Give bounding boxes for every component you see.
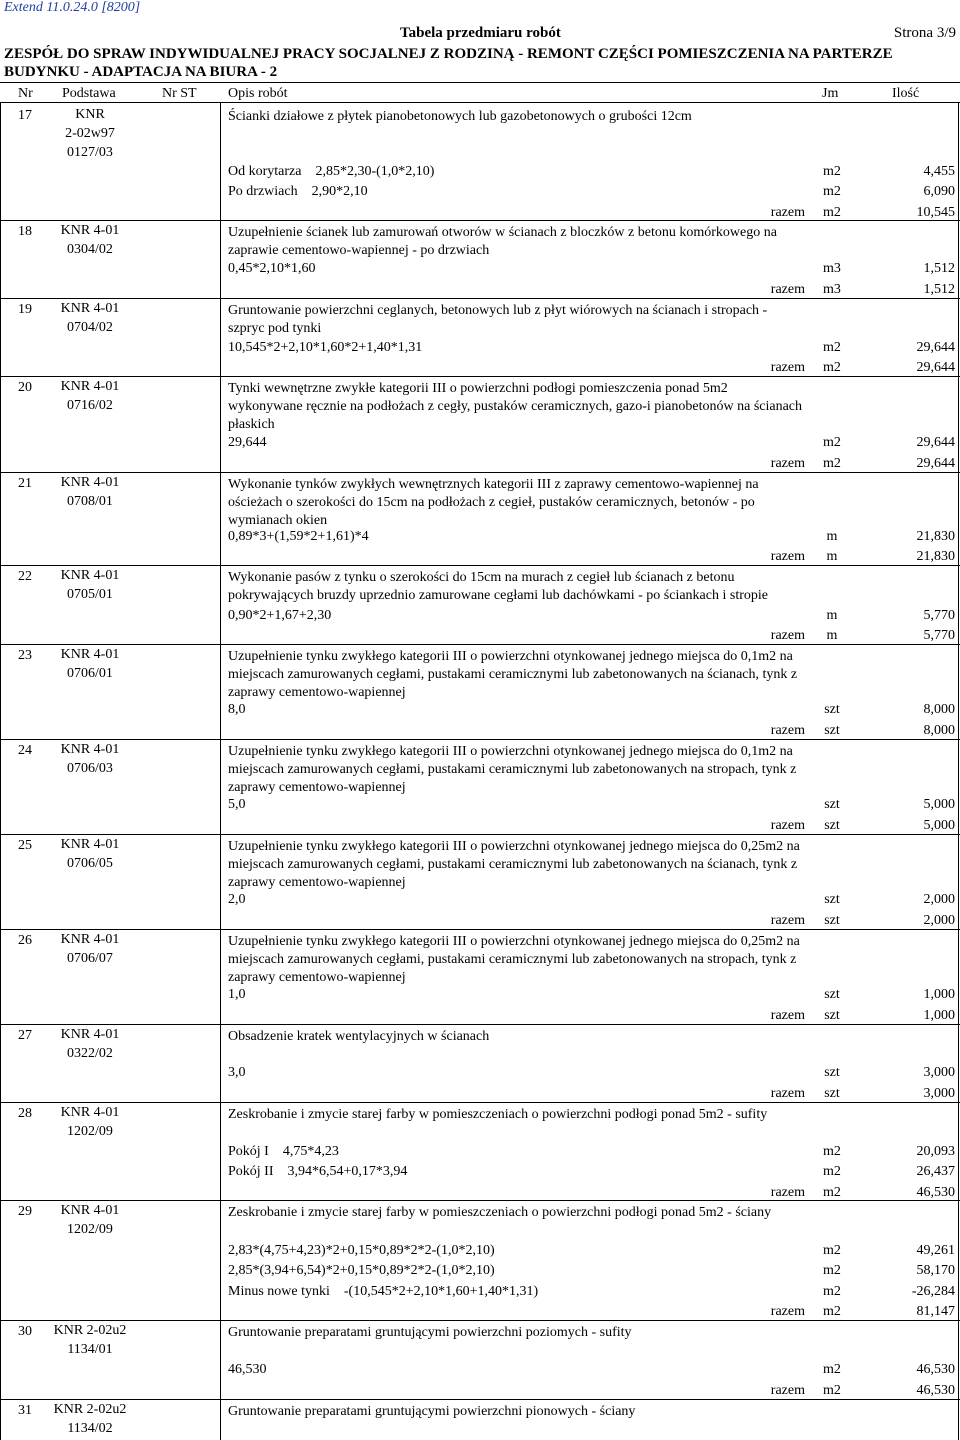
measure-unit: m	[826, 608, 838, 623]
work-description: Gruntowanie preparatami gruntującymi powierzchni pionowych - ściany	[228, 1404, 636, 1419]
measure-unit: m2	[823, 1243, 841, 1258]
measure-quantity: 1,512	[923, 261, 955, 276]
position-number: 29	[18, 1204, 32, 1219]
total-unit: m2	[823, 360, 841, 375]
measure-quantity: 3,000	[923, 1065, 955, 1080]
col-header-ilosc: Ilość	[892, 86, 920, 101]
position-number: 25	[18, 838, 32, 853]
basis-code: KNR 4-01	[60, 475, 120, 490]
total-quantity: 5,770	[923, 628, 955, 643]
row-separator	[0, 834, 960, 835]
measure-unit: m2	[823, 184, 841, 199]
total-quantity: 46,530	[916, 1383, 955, 1398]
measure-formula: Pokój II 3,94*6,54+0,17*3,94	[228, 1164, 408, 1179]
total-quantity: 46,530	[916, 1185, 955, 1200]
basis-code: KNR 4-01	[60, 1027, 120, 1042]
work-description: Uzupełnienie tynku zwykłego kategorii III o powierzchni otynkowanej jednego miejsca do 0,1m2 na miejscach zamurowanych cegłami, pustakami ceramicznymi lub zabetonowanych na stropach, tynk z zaprawy cementowo-wapiennej	[228, 744, 797, 795]
measure-quantity: 20,093	[916, 1144, 955, 1159]
total-unit: m2	[823, 1185, 841, 1200]
total-unit: m	[826, 628, 838, 643]
basis-code: KNR 4-01	[60, 647, 120, 662]
total-label: razem	[770, 456, 805, 471]
total-unit: szt	[824, 818, 840, 833]
position-number: 17	[18, 108, 32, 123]
position-number: 30	[18, 1324, 32, 1339]
basis-code: 1202/09	[67, 1124, 113, 1139]
total-quantity: 21,830	[916, 549, 955, 564]
measure-quantity: 5,770	[923, 608, 955, 623]
row-separator	[0, 1024, 960, 1025]
total-quantity: 5,000	[923, 818, 955, 833]
work-description: Ścianki działowe z płytek pianobetonowych lub gazobetonowych o grubości 12cm	[228, 109, 692, 124]
work-description: Tynki wewnętrzne zwykłe kategorii III o powierzchni podłogi pomieszczenia ponad 5m2 wykonywane ręcznie na podłożach z cegły, pustaków ceramicznych, gazo-i pianobetonów na ścianach płaskich	[228, 381, 803, 432]
total-quantity: 2,000	[923, 913, 955, 928]
measure-formula: Minus nowe tynki -(10,545*2+2,10*1,60+1,40*1,31)	[228, 1284, 539, 1299]
measure-unit: szt	[824, 1065, 840, 1080]
basis-code: 2-02w97	[65, 126, 115, 141]
basis-code: 0706/01	[67, 666, 113, 681]
measure-unit: m3	[823, 261, 841, 276]
total-label: razem	[770, 282, 805, 297]
basis-code: KNR 4-01	[60, 1105, 120, 1120]
position-number: 23	[18, 648, 32, 663]
row-separator	[0, 739, 960, 740]
total-label: razem	[770, 913, 805, 928]
measure-formula: Od korytarza 2,85*2,30-(1,0*2,10)	[228, 164, 435, 179]
column-divider	[958, 102, 959, 1440]
measure-quantity: -26,284	[911, 1284, 955, 1299]
total-quantity: 29,644	[916, 360, 955, 375]
header-top-rule	[0, 82, 960, 83]
basis-code: 1134/01	[67, 1342, 113, 1357]
total-label: razem	[770, 360, 805, 375]
measure-quantity: 46,530	[916, 1362, 955, 1377]
measure-unit: m2	[823, 1164, 841, 1179]
measure-quantity: 2,000	[923, 892, 955, 907]
measure-quantity: 29,644	[916, 435, 955, 450]
work-description: Uzupełnienie tynku zwykłego kategorii III o powierzchni otynkowanej jednego miejsca do 0,25m2 na miejscach zamurowanych cegłami, pustakami ceramicznymi lub zabetonowanych na stropach, tynk z zaprawy cementowo-wapiennej	[228, 934, 800, 985]
total-unit: szt	[824, 1086, 840, 1101]
total-unit: szt	[824, 723, 840, 738]
work-description: Wykonanie pasów z tynku o szerokości do 15cm na murach z cegieł lub ścianach z betonu pokrywających bruzdy uprzednio zamurowane cegłami lub dachówkami - po ściankach i stropie	[228, 570, 768, 603]
total-unit: m	[826, 549, 838, 564]
work-description: Zeskrobanie i zmycie starej farby w pomieszczeniach o powierzchni podłogi ponad 5m2 - ściany	[228, 1205, 772, 1220]
row-separator	[0, 929, 960, 930]
position-number: 18	[18, 224, 32, 239]
work-description: Uzupełnienie tynku zwykłego kategorii III o powierzchni otynkowanej jednego miejsca do 0,1m2 na miejscach zamurowanych cegłami, pustakami ceramicznymi lub zabetonowanych na ścianach, tynk z zaprawy cementowo-wapiennej	[228, 649, 798, 700]
position-number: 20	[18, 380, 32, 395]
row-separator	[0, 644, 960, 645]
total-label: razem	[770, 1008, 805, 1023]
measure-unit: m2	[823, 1284, 841, 1299]
row-separator	[0, 220, 960, 221]
col-header-nr: Nr	[18, 86, 33, 101]
total-quantity: 10,545	[916, 205, 955, 220]
measure-unit: m2	[823, 1144, 841, 1159]
total-label: razem	[770, 1185, 805, 1200]
total-quantity: 1,512	[923, 282, 955, 297]
work-description: Wykonanie tynków zwykłych wewnętrznych kategorii III z zaprawy cementowo-wapiennej na ościeżach o szerokości do 15cm na podłożach z cegieł, pustaków ceramicznych, betonów - po wymianach okien	[228, 477, 759, 528]
column-divider	[220, 102, 221, 1440]
col-header-jm: Jm	[822, 86, 839, 101]
total-label: razem	[770, 723, 805, 738]
position-number: 21	[18, 476, 32, 491]
basis-code: KNR 4-01	[60, 742, 120, 757]
measure-formula: 2,83*(4,75+4,23)*2+0,15*0,89*2*2-(1,0*2,10)	[228, 1243, 495, 1258]
total-quantity: 3,000	[923, 1086, 955, 1101]
basis-code: 0322/02	[67, 1046, 113, 1061]
work-description: Gruntowanie preparatami gruntującymi powierzchni poziomych - sufity	[228, 1325, 632, 1340]
total-label: razem	[770, 1086, 805, 1101]
basis-code: 0704/02	[67, 320, 113, 335]
basis-code: 0708/01	[67, 494, 113, 509]
basis-code: KNR 4-01	[60, 932, 120, 947]
basis-code: KNR 4-01	[60, 223, 120, 238]
measure-quantity: 6,090	[923, 184, 955, 199]
row-separator	[0, 1200, 960, 1201]
measure-formula: 2,85*(3,94+6,54)*2+0,15*0,89*2*2-(1,0*2,10)	[228, 1263, 495, 1278]
row-separator	[0, 1102, 960, 1103]
row-separator	[0, 298, 960, 299]
basis-code: 0706/07	[67, 951, 113, 966]
measure-unit: m2	[823, 1263, 841, 1278]
total-quantity: 1,000	[923, 1008, 955, 1023]
measure-formula: 2,0	[228, 892, 246, 907]
position-number: 31	[18, 1403, 32, 1418]
measure-formula: 46,530	[228, 1362, 267, 1377]
total-label: razem	[770, 628, 805, 643]
measure-formula: 3,0	[228, 1065, 246, 1080]
measure-quantity: 21,830	[916, 529, 955, 544]
measure-quantity: 1,000	[923, 987, 955, 1002]
basis-code: KNR 4-01	[60, 379, 120, 394]
basis-code: 0705/01	[67, 587, 113, 602]
page-number: Strona 3/9	[893, 25, 956, 41]
app-version-tag: Extend 11.0.24.0 [8200]	[4, 0, 141, 15]
work-description: Uzupełnienie tynku zwykłego kategorii III o powierzchni otynkowanej jednego miejsca do 0,25m2 na miejscach zamurowanych cegłami, pustakami ceramicznymi lub zabetonowanych na ścianach, tynk z zaprawy cementowo-wapiennej	[228, 839, 800, 890]
basis-code: KNR	[75, 107, 105, 122]
measure-unit: m	[826, 529, 838, 544]
document-title: Tabela przedmiaru robót	[400, 25, 561, 41]
total-label: razem	[770, 205, 805, 220]
measure-unit: m2	[823, 1362, 841, 1377]
measure-formula: 29,644	[228, 435, 267, 450]
position-number: 24	[18, 743, 32, 758]
measure-unit: szt	[824, 892, 840, 907]
total-label: razem	[770, 818, 805, 833]
measure-unit: szt	[824, 702, 840, 717]
column-divider	[0, 102, 1, 1440]
measure-formula: 8,0	[228, 702, 246, 717]
basis-code: 0127/03	[67, 145, 113, 160]
measure-quantity: 49,261	[916, 1243, 955, 1258]
position-number: 19	[18, 302, 32, 317]
measure-formula: 10,545*2+2,10*1,60*2+1,40*1,31	[228, 340, 423, 355]
measure-quantity: 4,455	[923, 164, 955, 179]
measure-formula: 0,90*2+1,67+2,30	[228, 608, 332, 623]
total-label: razem	[770, 549, 805, 564]
measure-formula: 5,0	[228, 797, 246, 812]
total-quantity: 29,644	[916, 456, 955, 471]
total-unit: szt	[824, 913, 840, 928]
basis-code: KNR 4-01	[60, 837, 120, 852]
measure-unit: szt	[824, 797, 840, 812]
measure-unit: m2	[823, 435, 841, 450]
measure-formula: Pokój I 4,75*4,23	[228, 1144, 339, 1159]
measure-formula: 0,45*2,10*1,60	[228, 261, 316, 276]
col-header-nr-st: Nr ST	[162, 86, 197, 101]
measure-quantity: 58,170	[916, 1263, 955, 1278]
position-number: 22	[18, 569, 32, 584]
total-unit: m3	[823, 282, 841, 297]
work-description: Zeskrobanie i zmycie starej farby w pomieszczeniach o powierzchni podłogi ponad 5m2 - sufity	[228, 1107, 768, 1122]
col-header-podstawa: Podstawa	[62, 86, 116, 101]
position-number: 27	[18, 1028, 32, 1043]
row-separator	[0, 1399, 960, 1400]
project-name: ZESPÓŁ DO SPRAW INDYWIDUALNEJ PRACY SOCJALNEJ Z RODZINĄ - REMONT CZĘŚCI POMIESZCZENIA NA PARTERZE BUDYNKU - ADAPTACJA NA BIURA - 2	[4, 46, 893, 80]
basis-code: KNR 2-02u2	[53, 1402, 127, 1417]
total-unit: m2	[823, 1383, 841, 1398]
basis-code: 0706/03	[67, 761, 113, 776]
basis-code: 1202/09	[67, 1222, 113, 1237]
basis-code: 0706/05	[67, 856, 113, 871]
row-separator	[0, 376, 960, 377]
col-header-opis: Opis robót	[228, 86, 288, 101]
work-description: Uzupełnienie ścianek lub zamurowań otworów w ścianach z bloczków z betonu komórkowego na zaprawie cementowo-wapiennej - po drzwiach	[228, 225, 777, 258]
header-bottom-rule	[0, 102, 960, 103]
total-unit: m2	[823, 1304, 841, 1319]
row-separator	[0, 1320, 960, 1321]
total-unit: m2	[823, 205, 841, 220]
measure-unit: m2	[823, 340, 841, 355]
basis-code: KNR 4-01	[60, 301, 120, 316]
basis-code: KNR 4-01	[60, 1203, 120, 1218]
position-number: 26	[18, 933, 32, 948]
work-description: Obsadzenie kratek wentylacyjnych w ścianach	[228, 1029, 490, 1044]
work-description: Gruntowanie powierzchni ceglanych, betonowych lub z płyt wiórowych na ścianach i stropach - szpryc pod tynki	[228, 303, 768, 336]
basis-code: 1134/02	[67, 1421, 113, 1436]
measure-unit: szt	[824, 987, 840, 1002]
measure-formula: 1,0	[228, 987, 246, 1002]
total-quantity: 81,147	[916, 1304, 955, 1319]
basis-code: KNR 2-02u2	[53, 1323, 127, 1338]
measure-formula: Po drzwiach 2,90*2,10	[228, 184, 368, 199]
measure-unit: m2	[823, 164, 841, 179]
basis-code: KNR 4-01	[60, 568, 120, 583]
row-separator	[0, 472, 960, 473]
basis-code: 0716/02	[67, 398, 113, 413]
position-number: 28	[18, 1106, 32, 1121]
total-label: razem	[770, 1383, 805, 1398]
measure-formula: 0,89*3+(1,59*2+1,61)*4	[228, 529, 369, 544]
measure-quantity: 8,000	[923, 702, 955, 717]
total-quantity: 8,000	[923, 723, 955, 738]
total-unit: m2	[823, 456, 841, 471]
measure-quantity: 29,644	[916, 340, 955, 355]
measure-quantity: 26,437	[916, 1164, 955, 1179]
row-separator	[0, 565, 960, 566]
measure-quantity: 5,000	[923, 797, 955, 812]
basis-code: 0304/02	[67, 242, 113, 257]
total-label: razem	[770, 1304, 805, 1319]
total-unit: szt	[824, 1008, 840, 1023]
